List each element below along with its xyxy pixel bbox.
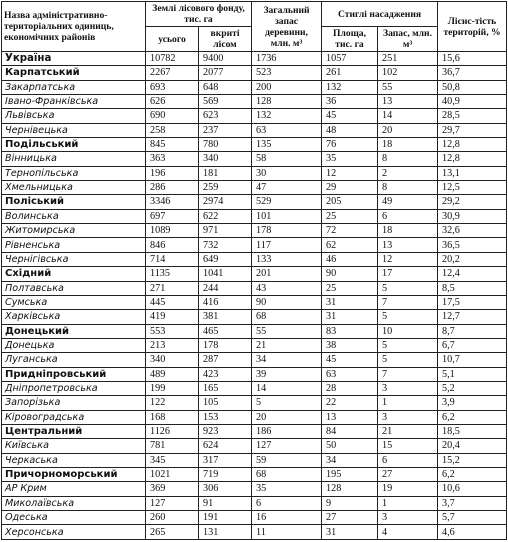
cell-area: 48	[322, 123, 378, 137]
cell-reserve: 5	[378, 310, 438, 324]
cell-forest-cover: 30,9	[438, 209, 507, 223]
cell-covered: 719	[199, 467, 252, 481]
cell-area: 9	[322, 496, 378, 510]
cell-covered: 1041	[199, 267, 252, 281]
cell-total: 1021	[146, 467, 199, 481]
cell-total: 845	[146, 138, 199, 152]
cell-covered: 105	[199, 396, 252, 410]
cell-forest-cover: 13,1	[438, 166, 507, 180]
cell-reserve: 1	[378, 396, 438, 410]
cell-total: 846	[146, 238, 199, 252]
table-row	[2, 209, 507, 223]
cell-area: 36	[322, 95, 378, 109]
cell-area: 132	[322, 80, 378, 94]
cell-stock: 35	[252, 482, 322, 496]
cell-covered: 569	[199, 95, 252, 109]
cell-reserve: 12	[378, 252, 438, 266]
cell-total: 196	[146, 166, 199, 180]
table-body	[2, 52, 507, 540]
table-row	[2, 511, 507, 525]
cell-total: 693	[146, 80, 199, 94]
row-name: Донецька	[2, 338, 146, 352]
cell-total: 363	[146, 152, 199, 166]
table-row	[2, 439, 507, 453]
cell-reserve: 3	[378, 381, 438, 395]
cell-total: 258	[146, 123, 199, 137]
cell-total: 199	[146, 381, 199, 395]
cell-forest-cover: 12,8	[438, 138, 507, 152]
cell-covered: 9400	[199, 52, 252, 66]
cell-forest-cover: 40,9	[438, 95, 507, 109]
header-stock: Загальний запас деревини, млн. м³	[252, 2, 322, 52]
cell-total: 265	[146, 525, 199, 540]
table-row	[2, 381, 507, 395]
cell-stock: 133	[252, 252, 322, 266]
cell-reserve: 15	[378, 439, 438, 453]
cell-reserve: 18	[378, 224, 438, 238]
cell-total: 286	[146, 181, 199, 195]
cell-stock: 200	[252, 80, 322, 94]
cell-reserve: 102	[378, 66, 438, 80]
cell-covered: 237	[199, 123, 252, 137]
cell-covered: 465	[199, 324, 252, 338]
row-name: Хмельницька	[2, 181, 146, 195]
cell-total: 168	[146, 410, 199, 424]
header-name: Назва адміністративно-територіальних одиниць, економічних районів	[2, 2, 146, 52]
cell-stock: 201	[252, 267, 322, 281]
cell-area: 45	[322, 353, 378, 367]
table-header	[2, 2, 507, 52]
row-name: Львівська	[2, 109, 146, 123]
cell-stock: 14	[252, 381, 322, 395]
cell-forest-cover: 6,2	[438, 410, 507, 424]
row-name: Київська	[2, 439, 146, 453]
cell-forest-cover: 6,2	[438, 467, 507, 481]
cell-stock: 11	[252, 525, 322, 540]
cell-area: 90	[322, 267, 378, 281]
cell-total: 445	[146, 295, 199, 309]
cell-stock: 6	[252, 496, 322, 510]
cell-reserve: 251	[378, 52, 438, 66]
cell-area: 45	[322, 109, 378, 123]
cell-covered: 923	[199, 424, 252, 438]
header-mature: Стиглі насадження	[322, 2, 438, 27]
cell-reserve: 6	[378, 209, 438, 223]
cell-forest-cover: 5,2	[438, 381, 507, 395]
cell-area: 205	[322, 195, 378, 209]
row-name: Івано-Франківська	[2, 95, 146, 109]
row-name: Карпатський	[2, 66, 146, 80]
row-name: Полтавська	[2, 281, 146, 295]
cell-covered: 244	[199, 281, 252, 295]
cell-reserve: 6	[378, 453, 438, 467]
row-name: АР Крим	[2, 482, 146, 496]
cell-stock: 16	[252, 511, 322, 525]
cell-forest-cover: 5,7	[438, 511, 507, 525]
cell-forest-cover: 3,7	[438, 496, 507, 510]
row-name: Причорноморський	[2, 467, 146, 481]
cell-stock: 117	[252, 238, 322, 252]
cell-stock: 523	[252, 66, 322, 80]
row-name: Луганська	[2, 353, 146, 367]
cell-forest-cover: 10,6	[438, 482, 507, 496]
table-row	[2, 353, 507, 367]
cell-total: 10782	[146, 52, 199, 66]
table-row	[2, 238, 507, 252]
cell-total: 2267	[146, 66, 199, 80]
cell-forest-cover: 18,5	[438, 424, 507, 438]
cell-area: 38	[322, 338, 378, 352]
cell-covered: 178	[199, 338, 252, 352]
cell-total: 626	[146, 95, 199, 109]
cell-covered: 306	[199, 482, 252, 496]
cell-area: 25	[322, 209, 378, 223]
row-name: Подільський	[2, 138, 146, 152]
cell-area: 12	[322, 166, 378, 180]
table-row	[2, 152, 507, 166]
row-name: Чернігівська	[2, 252, 146, 266]
cell-area: 22	[322, 396, 378, 410]
table-row	[2, 252, 507, 266]
cell-reserve: 13	[378, 238, 438, 252]
cell-stock: 135	[252, 138, 322, 152]
cell-forest-cover: 28,5	[438, 109, 507, 123]
cell-stock: 63	[252, 123, 322, 137]
cell-stock: 21	[252, 338, 322, 352]
cell-covered: 623	[199, 109, 252, 123]
cell-reserve: 3	[378, 410, 438, 424]
cell-covered: 381	[199, 310, 252, 324]
cell-area: 29	[322, 181, 378, 195]
table-row	[2, 324, 507, 338]
cell-stock: 101	[252, 209, 322, 223]
cell-reserve: 14	[378, 109, 438, 123]
cell-stock: 68	[252, 467, 322, 481]
cell-covered: 181	[199, 166, 252, 180]
cell-area: 31	[322, 310, 378, 324]
cell-total: 489	[146, 367, 199, 381]
table-row	[2, 181, 507, 195]
row-name: Вінницька	[2, 152, 146, 166]
row-name: Запорізька	[2, 396, 146, 410]
cell-forest-cover: 15,6	[438, 52, 507, 66]
cell-stock: 178	[252, 224, 322, 238]
cell-area: 35	[322, 152, 378, 166]
row-name: Сумська	[2, 295, 146, 309]
cell-reserve: 20	[378, 123, 438, 137]
cell-area: 72	[322, 224, 378, 238]
table-row	[2, 525, 507, 540]
cell-area: 76	[322, 138, 378, 152]
cell-area: 13	[322, 410, 378, 424]
cell-forest-cover: 32,6	[438, 224, 507, 238]
table-row	[2, 109, 507, 123]
cell-area: 62	[322, 238, 378, 252]
cell-area: 128	[322, 482, 378, 496]
table-row	[2, 138, 507, 152]
row-name: Чернівецька	[2, 123, 146, 137]
table-row	[2, 267, 507, 281]
cell-stock: 132	[252, 109, 322, 123]
cell-total: 690	[146, 109, 199, 123]
row-name: Закарпатська	[2, 80, 146, 94]
cell-forest-cover: 50,8	[438, 80, 507, 94]
row-name: Житомирська	[2, 224, 146, 238]
cell-total: 127	[146, 496, 199, 510]
cell-stock: 127	[252, 439, 322, 453]
table-row	[2, 80, 507, 94]
cell-covered: 165	[199, 381, 252, 395]
cell-covered: 340	[199, 152, 252, 166]
table-row	[2, 424, 507, 438]
cell-stock: 59	[252, 453, 322, 467]
cell-stock: 128	[252, 95, 322, 109]
row-name: Донецький	[2, 324, 146, 338]
cell-total: 369	[146, 482, 199, 496]
cell-covered: 259	[199, 181, 252, 195]
cell-area: 63	[322, 367, 378, 381]
cell-covered: 153	[199, 410, 252, 424]
cell-forest-cover: 17,5	[438, 295, 507, 309]
cell-reserve: 18	[378, 138, 438, 152]
cell-reserve: 5	[378, 353, 438, 367]
cell-forest-cover: 6,7	[438, 338, 507, 352]
table-row	[2, 453, 507, 467]
row-name: Поліський	[2, 195, 146, 209]
cell-total: 213	[146, 338, 199, 352]
row-name: Центральний	[2, 424, 146, 438]
cell-covered: 971	[199, 224, 252, 238]
cell-reserve: 10	[378, 324, 438, 338]
cell-reserve: 7	[378, 367, 438, 381]
cell-covered: 287	[199, 353, 252, 367]
cell-reserve: 2	[378, 166, 438, 180]
cell-area: 25	[322, 281, 378, 295]
table-row	[2, 310, 507, 324]
cell-reserve: 3	[378, 511, 438, 525]
cell-forest-cover: 36,7	[438, 66, 507, 80]
cell-forest-cover: 29,2	[438, 195, 507, 209]
cell-area: 31	[322, 525, 378, 540]
cell-stock: 47	[252, 181, 322, 195]
cell-total: 122	[146, 396, 199, 410]
cell-area: 28	[322, 381, 378, 395]
cell-area: 27	[322, 511, 378, 525]
header-total: усього	[146, 27, 199, 52]
cell-area: 1057	[322, 52, 378, 66]
cell-stock: 68	[252, 310, 322, 324]
cell-covered: 649	[199, 252, 252, 266]
cell-stock: 186	[252, 424, 322, 438]
table-row	[2, 410, 507, 424]
table-row	[2, 195, 507, 209]
row-name: Дніпропетровська	[2, 381, 146, 395]
row-name: Тернопільська	[2, 166, 146, 180]
cell-area: 83	[322, 324, 378, 338]
cell-reserve: 27	[378, 467, 438, 481]
cell-stock: 34	[252, 353, 322, 367]
cell-total: 553	[146, 324, 199, 338]
cell-forest-cover: 8,7	[438, 324, 507, 338]
table-row	[2, 123, 507, 137]
header-area: Площа, тис. га	[322, 27, 378, 52]
cell-forest-cover: 36,5	[438, 238, 507, 252]
table-row	[2, 482, 507, 496]
cell-forest-cover: 12,8	[438, 152, 507, 166]
table-row	[2, 224, 507, 238]
cell-total: 260	[146, 511, 199, 525]
row-name: Україна	[2, 52, 146, 66]
cell-covered: 317	[199, 453, 252, 467]
row-name: Придніпровський	[2, 367, 146, 381]
cell-covered: 191	[199, 511, 252, 525]
cell-forest-cover: 5,1	[438, 367, 507, 381]
row-name: Одеська	[2, 511, 146, 525]
cell-total: 714	[146, 252, 199, 266]
cell-covered: 732	[199, 238, 252, 252]
header-forest-cover: Лісис-тість територій, %	[438, 2, 507, 52]
cell-forest-cover: 4,6	[438, 525, 507, 540]
cell-total: 340	[146, 353, 199, 367]
table-row	[2, 467, 507, 481]
header-covered: вкриті лісом	[199, 27, 252, 52]
cell-total: 1135	[146, 267, 199, 281]
row-name: Рівненська	[2, 238, 146, 252]
cell-reserve: 49	[378, 195, 438, 209]
cell-area: 31	[322, 295, 378, 309]
cell-stock: 90	[252, 295, 322, 309]
cell-forest-cover: 12,5	[438, 181, 507, 195]
cell-stock: 58	[252, 152, 322, 166]
cell-covered: 91	[199, 496, 252, 510]
cell-area: 34	[322, 453, 378, 467]
cell-stock: 1736	[252, 52, 322, 66]
cell-covered: 622	[199, 209, 252, 223]
cell-covered: 423	[199, 367, 252, 381]
cell-area: 50	[322, 439, 378, 453]
cell-stock: 529	[252, 195, 322, 209]
cell-stock: 55	[252, 324, 322, 338]
cell-reserve: 8	[378, 181, 438, 195]
cell-reserve: 1	[378, 496, 438, 510]
cell-area: 84	[322, 424, 378, 438]
cell-forest-cover: 8,5	[438, 281, 507, 295]
forest-table	[1, 1, 507, 540]
row-name: Херсонська	[2, 525, 146, 540]
cell-area: 195	[322, 467, 378, 481]
cell-area: 46	[322, 252, 378, 266]
cell-reserve: 19	[378, 482, 438, 496]
cell-reserve: 7	[378, 295, 438, 309]
table-row	[2, 281, 507, 295]
cell-total: 1126	[146, 424, 199, 438]
cell-covered: 780	[199, 138, 252, 152]
cell-forest-cover: 3,9	[438, 396, 507, 410]
cell-stock: 43	[252, 281, 322, 295]
cell-forest-cover: 12,4	[438, 267, 507, 281]
cell-stock: 30	[252, 166, 322, 180]
cell-covered: 624	[199, 439, 252, 453]
cell-covered: 131	[199, 525, 252, 540]
cell-reserve: 55	[378, 80, 438, 94]
cell-total: 419	[146, 310, 199, 324]
cell-total: 3346	[146, 195, 199, 209]
cell-reserve: 4	[378, 525, 438, 540]
cell-reserve: 5	[378, 338, 438, 352]
cell-stock: 39	[252, 367, 322, 381]
cell-total: 1089	[146, 224, 199, 238]
cell-area: 261	[322, 66, 378, 80]
cell-reserve: 5	[378, 281, 438, 295]
cell-stock: 20	[252, 410, 322, 424]
cell-total: 345	[146, 453, 199, 467]
table-row	[2, 166, 507, 180]
cell-total: 781	[146, 439, 199, 453]
cell-reserve: 21	[378, 424, 438, 438]
cell-reserve: 17	[378, 267, 438, 281]
row-name: Східний	[2, 267, 146, 281]
table-row	[2, 295, 507, 309]
table-row	[2, 66, 507, 80]
cell-total: 271	[146, 281, 199, 295]
cell-stock: 5	[252, 396, 322, 410]
header-forest-fund: Землі лісового фонду, тис. га	[146, 2, 252, 27]
table-row	[2, 52, 507, 66]
table-row	[2, 367, 507, 381]
table-row	[2, 95, 507, 109]
row-name: Миколаївська	[2, 496, 146, 510]
cell-reserve: 13	[378, 95, 438, 109]
row-name: Харківська	[2, 310, 146, 324]
cell-forest-cover: 29,7	[438, 123, 507, 137]
cell-covered: 2974	[199, 195, 252, 209]
cell-covered: 416	[199, 295, 252, 309]
table-row	[2, 338, 507, 352]
cell-forest-cover: 10,7	[438, 353, 507, 367]
cell-covered: 2077	[199, 66, 252, 80]
cell-covered: 648	[199, 80, 252, 94]
cell-forest-cover: 12,7	[438, 310, 507, 324]
row-name: Кіровоградська	[2, 410, 146, 424]
cell-forest-cover: 20,4	[438, 439, 507, 453]
table-row	[2, 496, 507, 510]
cell-forest-cover: 15,2	[438, 453, 507, 467]
row-name: Волинська	[2, 209, 146, 223]
cell-total: 697	[146, 209, 199, 223]
table-row	[2, 396, 507, 410]
row-name: Черкаська	[2, 453, 146, 467]
cell-forest-cover: 20,2	[438, 252, 507, 266]
header-reserve: Запас, млн. м³	[378, 27, 438, 52]
cell-reserve: 8	[378, 152, 438, 166]
